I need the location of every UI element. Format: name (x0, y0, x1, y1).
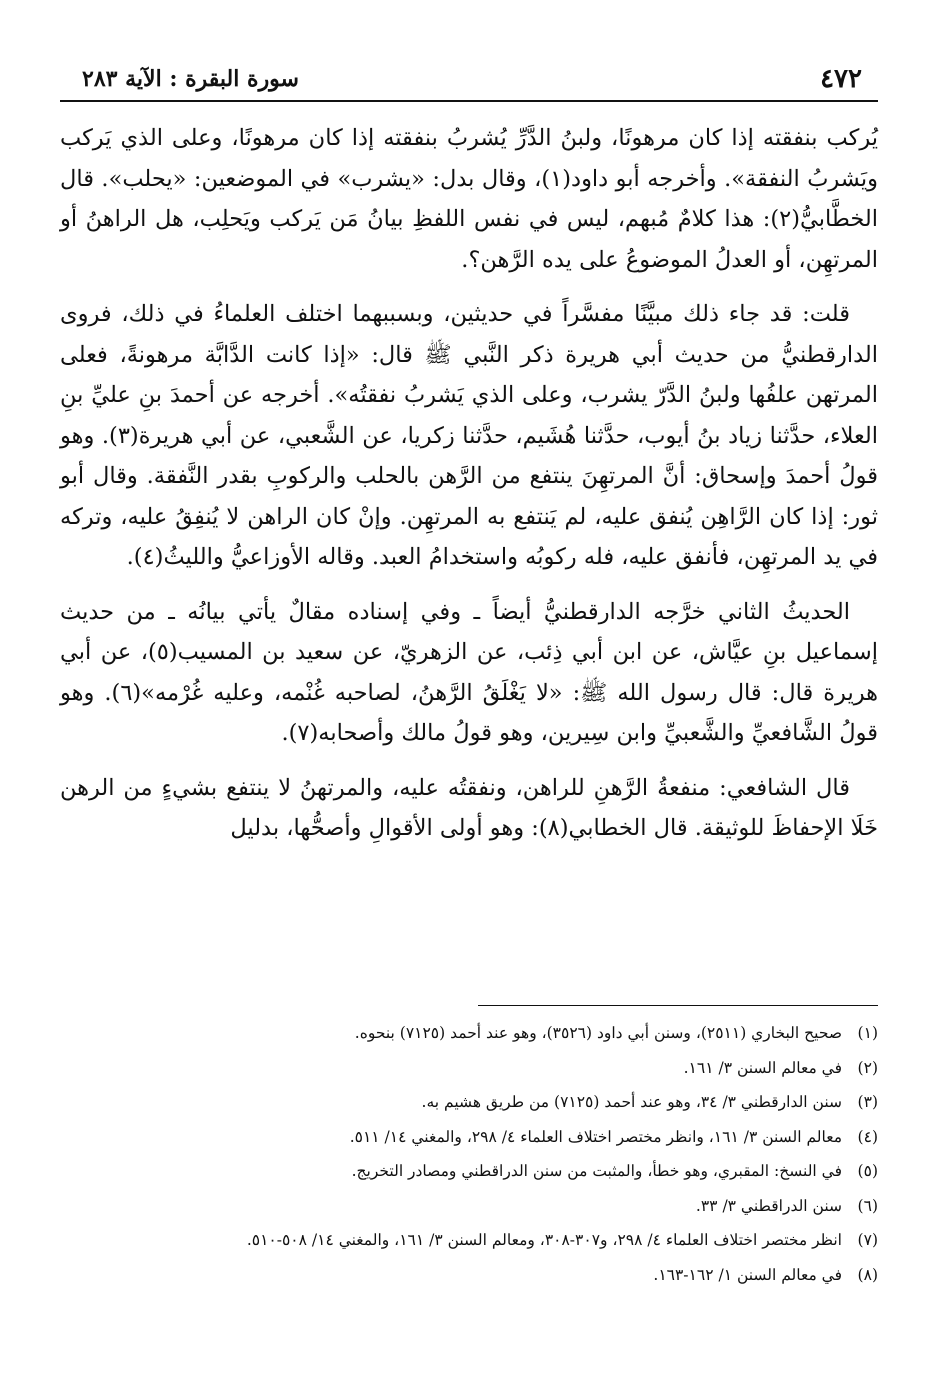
footnote-number: (٥) (857, 1162, 878, 1180)
footnote (60, 1223, 878, 1258)
footnote-text: سنن الدراقطني ٣/ ٣٣. (695, 1196, 842, 1215)
header-divider (60, 100, 878, 102)
footnote-text: في معالم السنن ٣/ ١٦١. (683, 1058, 842, 1077)
footnote-number: (٦) (857, 1196, 878, 1215)
page-number: ٤٧٢ (820, 64, 862, 94)
footnote-text: صحيح البخاري (٢٥١١)، وسنن أبي داود (٣٥٢٦)، وهو عند أحمد (٧١٢٥) بنحوه. (354, 1024, 842, 1042)
paragraph: قال الشافعي: منفعةُ الرَّهنِ للراهن، ونفقتُه عليه، والمرتهنُ لا ينتفع بشيءٍ من الرهن خَلَا الإحفاظَ للوثيقة. قال الخطابي(٨): وهو أولى الأقوالِ وأصحُّها، بدليل (60, 774, 878, 841)
footnote (60, 1258, 878, 1293)
footnote (60, 1189, 878, 1224)
footnote-number: (٢) (857, 1058, 878, 1077)
footnote-number: (٣) (857, 1093, 878, 1111)
footnote-text: في معالم السنن ١/ ١٦٢-١٦٣. (653, 1265, 842, 1284)
main-text (60, 118, 878, 863)
footnote-divider (478, 1005, 878, 1006)
footnote-number: (٤) (857, 1127, 878, 1146)
footnote-text: معالم السنن ٣/ ١٦١، وانظر مختصر اختلاف العلماء ٤/ ٢٩٨، والمغني ١٤/ ٥١١. (349, 1127, 842, 1146)
footnote (60, 1120, 878, 1155)
footnote-number: (٨) (857, 1265, 878, 1284)
paragraph: الحديثُ الثاني خرَّجه الدارقطنيُّ أيضاً ـ وفي إسناده مقالٌ يأتي بيانُه ـ من حديث إسماعيل بنِ عيَّاش، عن ابن أبي ذِئب، عن الزهريّ، عن سعيد بن المسيب(٥)، عن أبي هريرة قال: قال رسول الله ﷺ: «لا يَغْلَقُ الرَّهنُ، لصاحبه غُنْمه، وعليه غُرْمه»(٦). وهو قولُ الشَّافعيِّ والشَّعبيِّ وابن سِيرين، وهو قولُ مالك وأصحابه(٧). (60, 598, 878, 746)
running-title: سورة البقرة : الآية ٢٨٣ (82, 66, 299, 92)
footnote-text: انظر مختصر اختلاف العلماء ٤/ ٢٩٨، و٣٠٧-٣٠٨، ومعالم السنن ٣/ ١٦١، والمغني ١٤/ ٥٠٨-٥١٠. (246, 1231, 842, 1249)
paragraph: قلت: قد جاء ذلك مبيَّنًا مفسَّراً في حديثين، وبسببهما اختلف العلماءُ في ذلك، فروى الدارقطنيُّ من حديث أبي هريرة ذكر النَّبي ﷺ قال: «إذا كانت الدَّابَّة مرهونةً، فعلى المرتهن علفُها ولبنُ الدَّرّ يشرب، وعلى الذي يَشربُ نفقتُه». أخرجه عن أحمدَ بنِ عليِّ بنِ العلاء، حدَّثنا زياد بنُ أيوب، حدَّثنا هُشَيم، حدَّثنا زكريا، عن الشَّعبي، عن أبي هريرة(٣). وهو قولُ أحمدَ وإسحاق: أنَّ المرتهِنَ ينتفع من الرَّهن بالحلب والركوبِ بقدر النَّفقة. وقال أبو ثور: إذا كان الرَّاهِن يُنفق عليه، لم يَنتفع به المرتهِن. وإنْ كان الراهن لا يُنفِقُ عليه، وتركه في يد المرتهِن، فأنفق عليه، فله ركوبُه واستخدامُ العبد. وقاله الأوزاعيُّ والليثُ(٤). (60, 301, 878, 570)
footnote-text: سنن الدارقطني ٣/ ٣٤، وهو عند أحمد (٧١٢٥) من طريق هشيم به. (421, 1093, 842, 1111)
footnote (60, 1154, 878, 1189)
footnotes (60, 1016, 878, 1292)
page-header (60, 60, 878, 100)
footnote-text: في النسخ: المقبري، وهو خطأ، والمثبت من سنن الدراقطني ومصادر التخريج. (351, 1162, 842, 1180)
footnote (60, 1051, 878, 1086)
footnote-number: (٧) (857, 1231, 878, 1249)
footnote-number: (١) (857, 1024, 878, 1042)
paragraph: يُركب بنفقته إذا كان مرهونًا، ولبنُ الدَّرِّ يُشربُ بنفقته إذا كان مرهونًا، وعلى الذي يَركب ويَشربُ النفقة». وأخرجه أبو داود(١)، وقال بدل: «يشرب» في الموضعين: «يحلب». قال الخطَّابيُّ(٢): هذا كلامٌ مُبهم، ليس في نفس اللفظِ بيانُ مَن يَركب ويَحلِب، هل الراهنُ أو المرتهِن، أو العدلُ الموضوعُ على يده الرَّهن؟. (60, 125, 878, 273)
footnote (60, 1085, 878, 1120)
footnote (60, 1016, 878, 1051)
